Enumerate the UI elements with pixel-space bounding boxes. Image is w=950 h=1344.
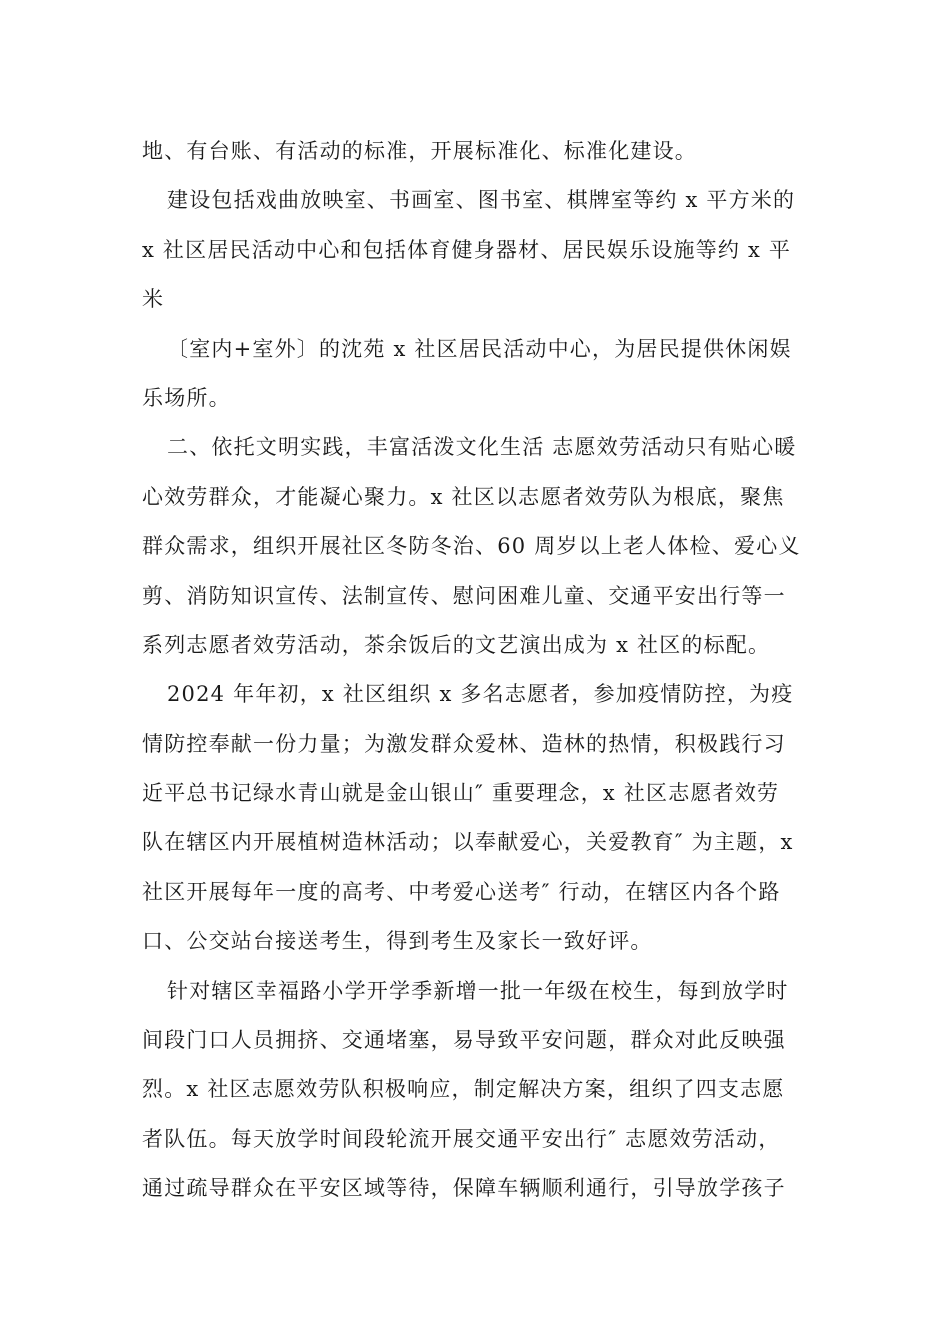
text-line: 心效劳群众，才能凝心聚力。x 社区以志愿者效劳队为根底，聚焦: [142, 484, 785, 509]
text-line: 群众需求，组织开展社区冬防冬治、60 周岁以上老人体检、爱心义: [142, 534, 801, 559]
text-line: 社区开展每年一度的高考、中考爱心送考″ 行动，在辖区内各个路: [142, 879, 781, 904]
text-line: 者队伍。每天放学时间段轮流开展交通平安出行″ 志愿效劳活动，: [142, 1126, 781, 1151]
text-line: 米: [142, 287, 165, 312]
text-line: 口、公交站台接送考生，得到考生及家长一致好评。: [142, 929, 653, 954]
text-line: 烈。x 社区志愿效劳队积极响应，制定解决方案，组织了四支志愿: [142, 1077, 785, 1102]
text-line: 二、依托文明实践，丰富活泼文化生活 志愿效劳活动只有贴心暖: [167, 435, 797, 460]
text-line: 剪、消防知识宣传、法制宣传、慰问困难儿童、交通平安出行等一: [142, 583, 786, 608]
text-line: 队在辖区内开展植树造林活动；以奉献爱心，关爱教育″ 为主题，x: [142, 830, 794, 855]
text-line: 近平总书记绿水青山就是金山银山″ 重要理念，x 社区志愿者效劳: [142, 781, 780, 806]
text-line: x 社区居民活动中心和包括体育健身器材、居民娱乐设施等约 x 平: [142, 237, 792, 262]
text-line: 情防控奉献一份力量；为激发群众爱林、造林的热情，积极践行习: [142, 731, 786, 756]
document-body: [142, 127, 814, 1214]
text-line: 地、有台账、有活动的标准，开展标准化、标准化建设。: [142, 139, 697, 163]
text-line: 〔室内+室外〕的沈苑 x 社区居民活动中心，为居民提供休闲娱: [167, 336, 792, 361]
text-line: 间段门口人员拥挤、交通堵塞，易导致平安问题，群众对此反映强: [142, 1028, 786, 1053]
text-line: 建设包括戏曲放映室、书画室、图书室、棋牌室等约 x 平方米的: [167, 188, 796, 213]
text-line: 乐场所。: [142, 385, 231, 410]
text-line: 针对辖区幸福路小学开学季新增一批一年级在校生，每到放学时: [167, 978, 789, 1003]
text-line: 2024 年年初，x 社区组织 x 多名志愿者，参加疫情防控，为疫: [167, 682, 794, 707]
text-line: 系列志愿者效劳活动，茶余饭后的文艺演出成为 x 社区的标配。: [142, 632, 771, 657]
text-line: 通过疏导群众在平安区域等待，保障车辆顺利通行，引导放学孩子: [142, 1176, 786, 1201]
